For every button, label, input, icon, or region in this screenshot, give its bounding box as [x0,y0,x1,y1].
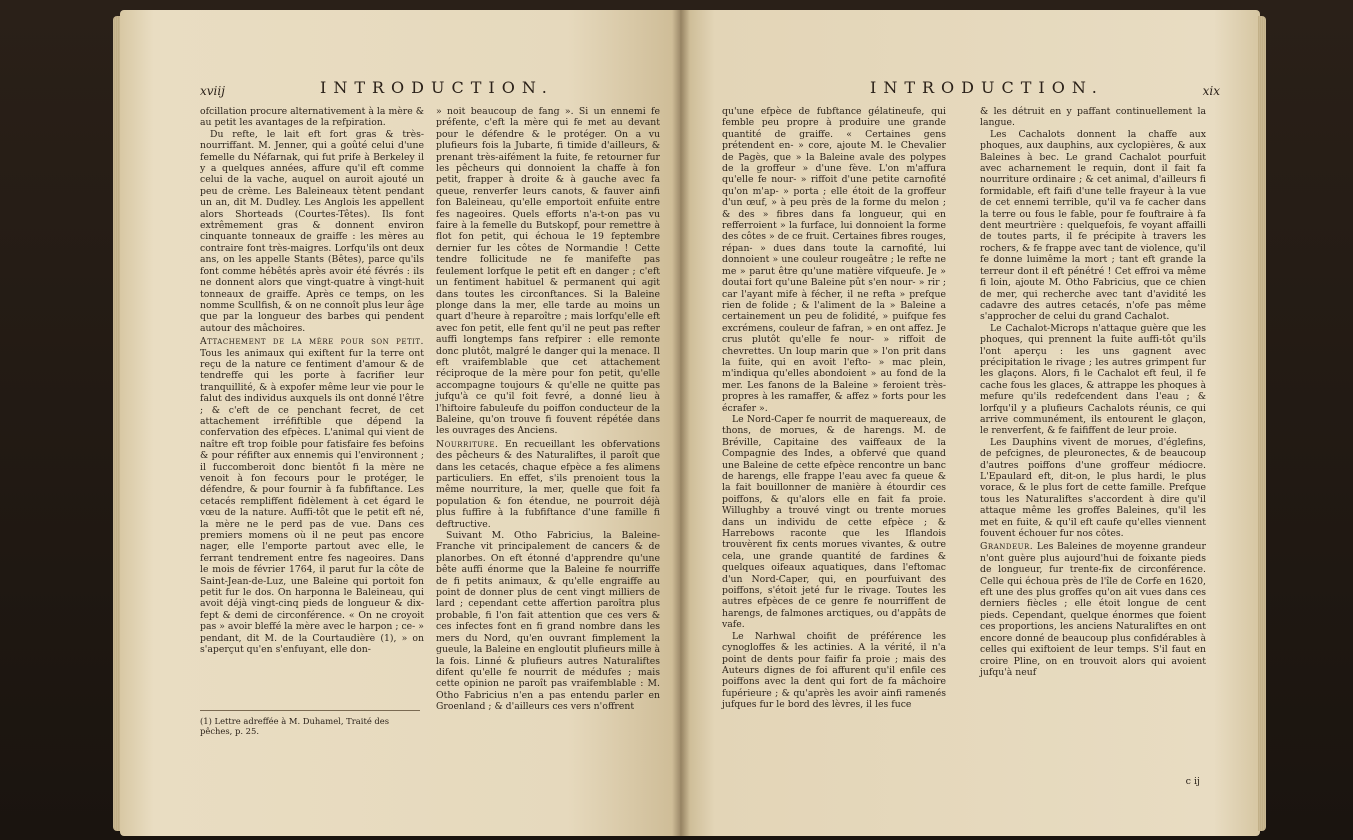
section-heading: Nourriture. [436,438,499,450]
left-page-number: xviij [200,84,225,98]
book-gutter [672,10,690,836]
paragraph [200,129,424,334]
right-running-title: INTRODUCTION. [870,78,1104,97]
right-page-edges [1258,16,1266,831]
paragraph [980,129,1206,323]
paragraph [436,530,660,713]
right-column-1 [722,106,946,711]
paragraph [722,414,946,631]
left-column-2 [436,106,660,713]
paragraph-text: Les Cachalots donnent la chaffe aux phoques, aux dauphins, aux cyclopières, & aux Baleines à bec. Le grand Cachalot pourfuit avec acharnement le requin, dont il fait fa nourriture ordinaire ; & cet animal, d'ailleurs fi formidable, eft faifi d'une telle frayeur à la vue de cet ennemi terrible, qu'il va fe cacher dans la terre ou fous le fable, pour fe fouftraire à fa dent meurtrière : quelquefois, fe voyant affailli de toutes parts, il fe précipite à travers les rochers, & fe frappe avec tant de violence, qu'il fe donne luimême la mort ; tant eft grande la terreur dont il eft pénétré ! Cet effroi va même fi loin, ajoute M. Otho Fabricius, que ce chien de mer, qui recherche avec tant d'avidité les cadavre des autres cetacés, n'ofe pas même s'approcher de celui du grand Cachalot. [980,128,1206,323]
paragraph-text: » noit beaucoup de fang ». Si un ennemi fe préfente, c'eft la mère qui fe met au devant pour le défendre & le protéger. On a vu plufieurs fois la Jubarte, fi timide d'ailleurs, & prenant très-aifément la fuite, fe retourner fur les pêcheurs qui donnoient la chaffe à fon petit, frapper à droite & à gauche avec fa queue, renverfer leurs canots, & fauver ainfi fon Baleineau, qu'elle emportoit enfuite entre fes nageoires. Quels efforts n'a-t-on pas vu faire à la femelle du Butskopf, pour remettre à flot fon petit, qui échoua le 19 feptembre dernier fur les côtes de Normandie ! Cette tendre follicitude ne fe manifefte pas feulement lorfque le petit eft en danger ; c'eft un fentiment habituel & permanent qui agit dans toutes les circonftances. Si la Baleine plonge dans la mer, elle tarde au moins un quart d'heure à reparoître ; mais lorfqu'elle eft avec fon petit, elle fent qu'il ne peut pas refter auffi longtemps fans refpirer : elle remonte donc plutôt, malgré le danger qui la menace. Il eft vraifemblable que cet attachement réciproque de la mère pour fon petit, qu'elle accompagne toujours & qu'elle ne quitte pas jufqu'à ce qu'il foit fevré, a donné lieu à l'hiftoire fabuleufe du poiffon conducteur de la Baleine, qu'on trouve fi fouvent répétée dans les ouvrages des Anciens. [436,106,660,437]
signature-mark: c ij [1185,776,1200,787]
paragraph-text: Le Nord-Caper fe nourrit de maquereaux, de thons, de morues, & de harengs. M. de Bréville, Capitaine des vaiffeaux de la Compagnie des Indes, a obfervé que quand une Baleine de cette efpèce rencontre un banc de harengs, elle frappe l'eau avec fa queue & la fait bouillonner de manière à étourdir ces poiffons, & qu'alors elle en fait fa proie. Willughby a trouvé vingt ou trente morues dans un individu de cette efpèce ; & Harrebows raconte que les Iflandois trouvèrent fix cents morues vivantes, & outre cela, une grande quantité de fardines & quelques oifeaux aquatiques, dans l'eftomac d'un Nord-Caper, qui, en pourfuivant des poiffons, s'étoit jeté fur le rivage. Toutes les autres efpèces de ce genre fe nourriffent de harengs, de falmones arctiques, ou d'appâts de vafe. [722,413,946,631]
paragraph-text: ofcillation procure alternativement à la mère & au petit les avantages de la refpiration. [200,106,424,129]
paragraph-text: Le Narhwal choifit de préférence les cynogloffes & les actinies. A la vérité, il n'a point de dents pour faifir fa proie ; mais des Auteurs dignes de foi affurent qu'il enfile ces poiffons avec la dent qui fort de fa mâchoire fupérieure ; & qu'après les avoir ainfi ramenés jufques fur le bord des lèvres, il les fuce [722,630,946,711]
left-column-1 [200,106,424,656]
section-heading: Grandeur. [980,541,1034,553]
paragraph-text: Du refte, le lait eft fort gras & très-nourriffant. M. Jenner, qui a goûté celui d'une femelle du Néfarnak, qui fut prife à Berkeley il y a quelques années, affure qu'il eft comme celui de la vache, auquel on auroit ajouté un peu de crème. Les Baleineaux tètent pendant un an, dit M. Dudley. Les Anglois les appellent alors Shorteads (Courtes-Têtes). Ils font extrêmement gras & donnent environ cinquante tonneaux de graiffe : les mères au contraire font très-maigres. Lorfqu'ils ont deux ans, on les appelle Stants (Bêtes), parce qu'ils font comme hébêtés après avoir été févrés : ils ne donnent alors que vingt-quatre à vingt-huit tonneaux de graiffe. Après ce temps, on les nomme Scullfish, & on ne connoît plus leur âge que par la longueur des barbes qui pendent autour des mâchoires. [200,128,424,334]
paragraph [722,631,946,711]
left-running-title: INTRODUCTION. [320,78,554,97]
paragraph-text: Les Baleines de moyenne grandeur n'ont guère plus aujourd'hui de foixante pieds de longueur, fur trente-fix de circonférence. Celle qui échoua près de l'île de Corfe en 1620, eft une des plus groffes qu'on ait vues dans ces derniers fiècles ; elle étoit longue de cent pieds. Cependant, quelque énormes que foient ces proportions, les anciens Naturaliftes en ont encore donné de beaucoup plus confidérables à celles qui exiftoient de leur temps. S'il faut en croire Pline, on en trouvoit alors qui avoient jufqu'à neuf [980,541,1206,678]
section-paragraph [980,541,1206,678]
paragraph [980,106,1206,129]
right-page-header [680,78,1260,102]
paragraph-text: Le Cachalot-Microps n'attaque guère que les phoques, qui prennent la fuite auffi-tôt qu'ils l'ont aperçu : les uns gagnent avec précipitation le rivage ; les autres grimpent fur les glaçons. Alors, fi le Cachalot eft feul, il fe cache fous les glaces, & attrappe les phoques à mefure qu'ils redefcendent dans l'eau ; & lorfqu'il y a plufieurs Cachalots réunis, ce qui arrive communément, ils entourent le glaçon, le renverfent, & fe faififfent de leur proie. [980,322,1206,437]
left-footnote: (1) Lettre adreffée à M. Duhamel, Traité des pêches, p. 25. [200,710,420,736]
paragraph [980,437,1206,540]
paragraph [436,106,660,437]
paragraph-text: Suivant M. Otho Fabricius, la Baleine-Franche vit principalement de cancers & de planorbes. On eft étonné d'apprendre qu'une bête auffi énorme que la Baleine fe nourriffe de fi petits animaux, & qu'elle engraiffe au point de donner plus de cent vingt milliers de lard ; cependant cette affertion paroîtra plus probable, fi l'on fait attention que ces vers & ces infectes font en fi grand nombre dans les mers du Nord, qu'en ouvrant fimplement la gueule, la Baleine en engloutit plufieurs mille à la fois. Linné & plufieurs autres Naturaliftes difent qu'elle fe nourrit de médufes ; mais cette opinion ne paroît pas vraifemblable : M. Otho Fabricius n'en a pas entendu parler en Groenland ; & d'ailleurs ces vers n'offrent [436,530,660,713]
paragraph-text: En recueillant les obfervations des pêcheurs & des Naturaliftes, il paroît que dans les cetacés, chaque efpèce a fes alimens particuliers. En effet, s'ils prenoient tous la même nourriture, la mer, quelle que foit fa population & fon étendue, ne pourroit déjà plus fuffire à la fubfiftance d'une famille fi deftructive. [436,438,660,530]
section-paragraph [436,439,660,530]
left-page-header [120,78,680,102]
paragraph-text: qu'une efpèce de fubftance gélatineufe, qui femble peu propre à produire une grande quantité de graiffe. « Certaines gens prétendent en- » core, ajoute M. le Chevalier de Pagès, que » la Baleine avale des polypes de la groffeur » d'une fève. L'on m'affura qu'elle fe nour- » riffoit d'une petite carnofité qu'on m'ap- » porta ; elle étoit de la groffeur d'un œuf, » à peu près de la forme du melon ; & des » fibres dans fa longueur, qui en refferroient » la furface, lui donnoient la forme des côtes » de ce fruit. Certaines fibres rouges, répan- » dues dans toute la carnofité, lui donnoient » une couleur rougeâtre ; le refte ne me » parut être qu'une matière vifqueufe. Je » doutai fort qu'une Baleine pût s'en nour- » rir ; car l'ayant mife à fécher, il ne refta » prefque rien de folide ; & l'aliment de la » Baleine a certainement un peu de folidité, » puifque fes excrémens, couleur de fafran, » en ont affez. Je crus plutôt qu'elle fe nour- » riffoit de chevrettes. Un loup marin que » l'on prit dans la fuite, qui en avoit l'efto- » mac plein, m'indiqua qu'elles abondoient » au fond de la mer. Les fanons de la Baleine » feroient très-propres à les ramaffer, & affez » forts pour les écrafer ». [722,106,946,414]
right-column-2 [980,106,1206,678]
right-page-number: xix [1202,84,1220,98]
right-page [680,10,1260,836]
paragraph-text: Les Dauphins vivent de morues, d'églefins, de pefcignes, de pleuronectes, & de beaucoup d'autres poiffons d'une groffeur médiocre. L'Epaulard eft, dit-on, le plus hardi, le plus vorace, & le plus fort de cette famille. Prefque tous les Naturaliftes s'accordent à dire qu'il attaque même les groffes Baleines, qu'il les met en fuite, & qu'il eft caufe qu'elles viennent fouvent échouer fur nos côtes. [980,436,1206,540]
paragraph-text: Tous les animaux qui exiftent fur la terre ont reçu de la nature ce fentiment d'amour & de tendreffe qui les porte à facrifier leur tranquillité, & à expofer même leur vie pour le falut des individus auxquels ils ont donné l'être ; & c'eft de ce penchant fecret, de cet attachement irréfiftible que dépend la confervation des efpèces. L'animal qui vient de naître eft trop foible pour fatisfaire fes befoins & pour réfifter aux ennemis qui l'environnent ; il fuccomberoit donc bientôt fi la mère ne venoit à fon fecours pour le protéger, le défendre, & pour fournir à fa fubfiftance. Les cetacés rempliffent fidèlement à cet égard le vœu de la nature. Auffi-tôt que le petit eft né, la mère ne le perd pas de vue. Dans ces premiers momens où il ne peut pas encore nager, elle l'emporte partout avec elle, le ferrant tendrement entre fes nageoires. Dans le mois de février 1764, il parut fur la côte de Saint-Jean-de-Luz, une Baleine qui portoit fon petit fur le dos. On harponna le Baleineau, qui avoit déjà vingt-cinq pieds de longueur & dix-fept & demi de circonférence. « On ne croyoit pas » avoir bleffé la mère avec le harpon ; ce- » pendant, dit M. de la Courtaudière (1), » on s'aperçut qu'en s'enfuyant, elle don- [200,347,424,656]
paragraph [200,106,424,129]
paragraph [980,323,1206,437]
left-page [120,10,680,836]
section-heading: Attachement de la mère pour son petit. [200,336,424,348]
section-paragraph [200,336,424,655]
paragraph-text: & les détruit en y paffant continuellement la langue. [980,106,1206,129]
paragraph [722,106,946,414]
